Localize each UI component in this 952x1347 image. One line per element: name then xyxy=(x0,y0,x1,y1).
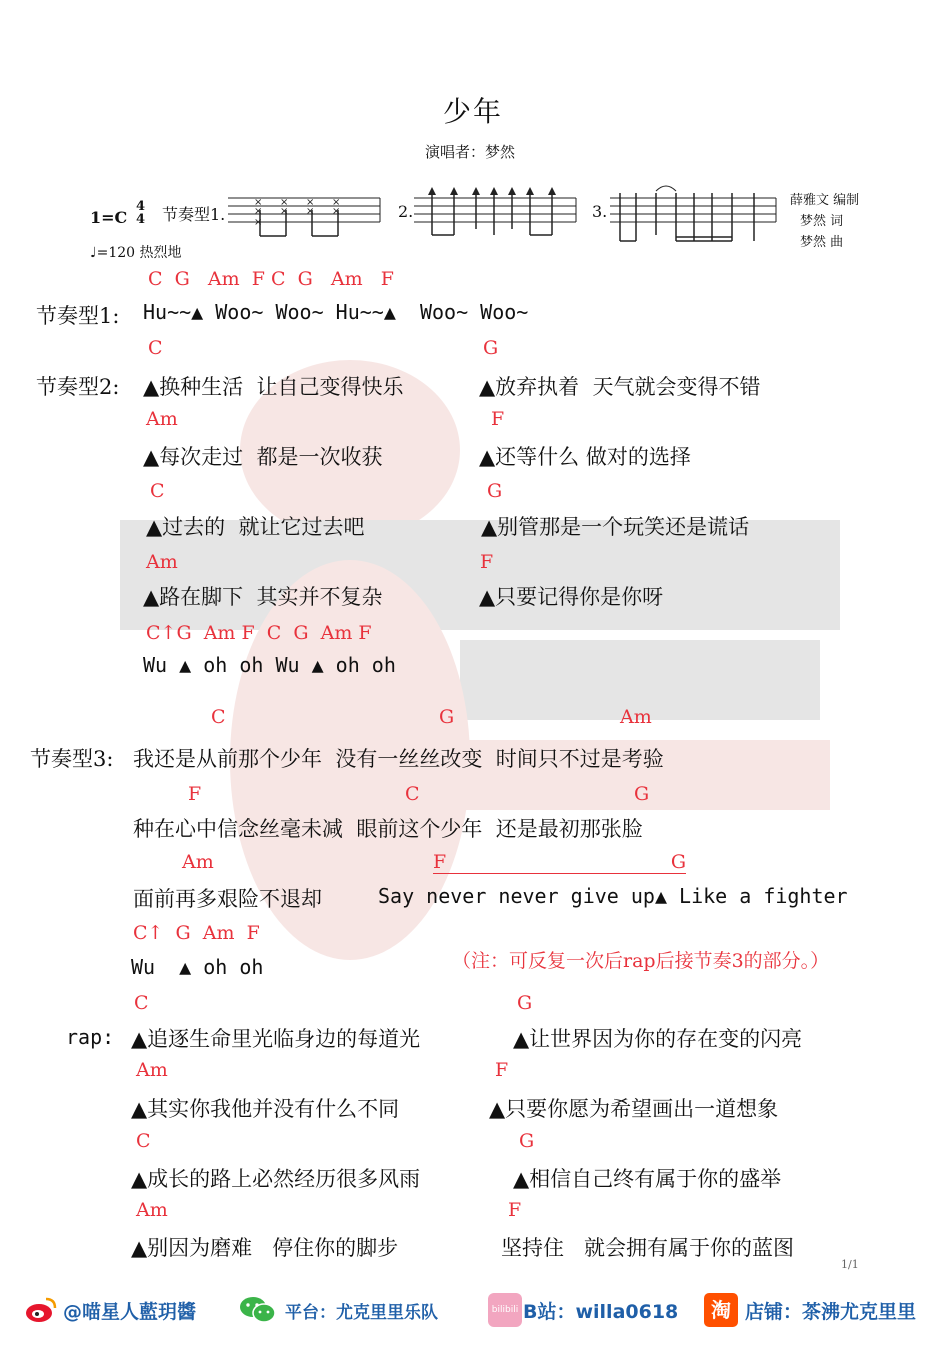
bilibili-icon: bilibili xyxy=(488,1293,522,1327)
page-number: 1/1 xyxy=(841,1258,859,1271)
svg-text:×: × xyxy=(306,206,315,217)
bilibili-id[interactable]: B站：willa0618 xyxy=(523,1301,679,1323)
weibo-icon xyxy=(24,1295,58,1325)
song-title: 少年 xyxy=(443,95,504,128)
s3-tag-lyrics: Wu ▲ oh oh xyxy=(131,955,264,979)
weibo-handle[interactable]: @喵星人藍玥醬 xyxy=(63,1301,197,1323)
rhythm1-label: 节奏型1. xyxy=(162,205,226,224)
rap-lyric-4a: ▲别因为磨难 停住你的脚步 xyxy=(131,1236,399,1260)
s2-chord-4b: F xyxy=(480,551,494,573)
svg-text:×: × xyxy=(254,197,263,208)
rap-chord-1b: G xyxy=(517,992,533,1014)
rap-lyric-2b: ▲只要你愿为希望画出一道想象 xyxy=(489,1097,779,1121)
repeat-note: （注：可反复一次后rap后接节奏3的部分。） xyxy=(452,950,830,972)
rap-label: rap: xyxy=(66,1025,115,1049)
svg-text:×: × xyxy=(280,206,289,217)
section3-label: 节奏型3: xyxy=(30,747,114,771)
s2-chord-2b: F xyxy=(491,408,505,430)
s2-lyric-3a: ▲过去的 就让它过去吧 xyxy=(146,515,365,539)
svg-text:×: × xyxy=(332,206,341,217)
s2-lyric-2b: ▲还等什么 做对的选择 xyxy=(479,445,691,469)
s3-lyric-2: 种在心中信念丝毫未减 眼前这个少年 还是最初那张脸 xyxy=(133,817,643,841)
rap-chord-3a: C xyxy=(136,1130,151,1152)
s2-chord-1a: C xyxy=(148,337,163,359)
s3-chord-1b: G xyxy=(439,706,455,728)
s2-lyric-2a: ▲每次走过 都是一次收获 xyxy=(143,445,383,469)
s2-lyric-3b: ▲别管那是一个玩笑还是谎话 xyxy=(481,515,750,539)
wechat-platform[interactable]: 平台：尤克里里乐队 xyxy=(285,1303,438,1323)
rap-chord-2b: F xyxy=(495,1059,509,1081)
s3-chord-1c: Am xyxy=(620,706,652,728)
section1-chords: C G Am F C G Am F xyxy=(148,268,394,290)
rap-lyric-2a: ▲其实你我他并没有什么不同 xyxy=(131,1097,400,1121)
svg-text:×: × xyxy=(332,197,341,208)
rap-lyric-3a: ▲成长的路上必然经历很多风雨 xyxy=(131,1167,421,1191)
rap-lyric-3b: ▲相信自己终有属于你的盛举 xyxy=(513,1167,782,1191)
s3-chord-2a: F xyxy=(188,783,202,805)
section1-label: 节奏型1: xyxy=(36,304,120,328)
credits: 薛雅文 编制 梦然 词 梦然 曲 xyxy=(790,193,860,250)
rap-chord-4a: Am xyxy=(136,1199,168,1221)
s3-lyric-1: 我还是从前那个少年 没有一丝丝改变 时间只不过是考验 xyxy=(133,747,664,771)
rap-lyric-4b: 坚持住 就会拥有属于你的蓝图 xyxy=(501,1236,795,1260)
s2-chord-4a: Am xyxy=(146,551,178,573)
s3-chord-3b: F G xyxy=(433,851,686,873)
s2-lyric-1b: ▲放弃执着 天气就会变得不错 xyxy=(479,375,761,399)
s2-chord-3b: G xyxy=(487,480,503,502)
s3-chord-3a: Am xyxy=(182,851,214,873)
time-signature: 4 4 xyxy=(136,199,146,227)
s3-chord-2b: C xyxy=(405,783,420,805)
s2-chord-1b: G xyxy=(483,337,499,359)
s2-lyric-4b: ▲只要记得你是你呀 xyxy=(479,585,664,609)
svg-text:×: × xyxy=(280,197,289,208)
footer-bar xyxy=(0,1285,952,1337)
s3-lyric-3-en: Say never never give up▲ Like a fighter xyxy=(378,884,848,908)
s3-lyric-3-cn: 面前再多艰险不退却 xyxy=(133,887,322,911)
section1-lyrics: Hu~~▲ Woo~ Woo~ Hu~~▲ Woo~ Woo~ xyxy=(143,300,529,324)
key-signature: 1=C xyxy=(90,208,128,227)
svg-text:×: × xyxy=(306,197,315,208)
rap-chord-2a: Am xyxy=(136,1059,168,1081)
rhythm3-staff xyxy=(610,185,780,245)
rhythm3-label: 3. xyxy=(592,202,608,221)
rhythm1-staff xyxy=(228,190,388,240)
section2-label: 节奏型2: xyxy=(36,375,120,399)
svg-text:×: × xyxy=(254,206,263,217)
rap-chord-1a: C xyxy=(134,992,149,1014)
s3-chord-1a: C xyxy=(211,706,226,728)
rap-lyric-1a: ▲追逐生命里光临身边的每道光 xyxy=(131,1027,421,1051)
s2-chord-3a: C xyxy=(150,480,165,502)
tempo: ♩=120 热烈地 xyxy=(90,245,182,261)
rap-chord-4b: F xyxy=(508,1199,522,1221)
wechat-icon xyxy=(238,1294,278,1326)
rap-chord-3b: G xyxy=(519,1130,535,1152)
s2-lyric-4a: ▲路在脚下 其实并不复杂 xyxy=(143,585,383,609)
singer-label: 演唱者：梦然 xyxy=(425,143,516,161)
taobao-icon: 淘 xyxy=(704,1293,738,1327)
s2-chord-2a: Am xyxy=(146,408,178,430)
taobao-shop[interactable]: 店铺：茶沸尤克里里 xyxy=(745,1301,917,1323)
s3-tag-chords: C↑ G Am F xyxy=(133,922,260,944)
svg-text:×: × xyxy=(254,217,263,228)
s3-chord-2c: G xyxy=(634,783,650,805)
s2-lyric-1a: ▲换种生活 让自己变得快乐 xyxy=(143,375,404,399)
s2-tag-lyrics: Wu ▲ oh oh Wu ▲ oh oh xyxy=(143,653,396,677)
rap-lyric-1b: ▲让世界因为你的存在变的闪亮 xyxy=(513,1027,803,1051)
rhythm2-staff xyxy=(414,185,582,240)
rhythm2-label: 2. xyxy=(398,202,414,221)
s2-tag-chords: C↑G Am F C G Am F xyxy=(146,622,372,644)
